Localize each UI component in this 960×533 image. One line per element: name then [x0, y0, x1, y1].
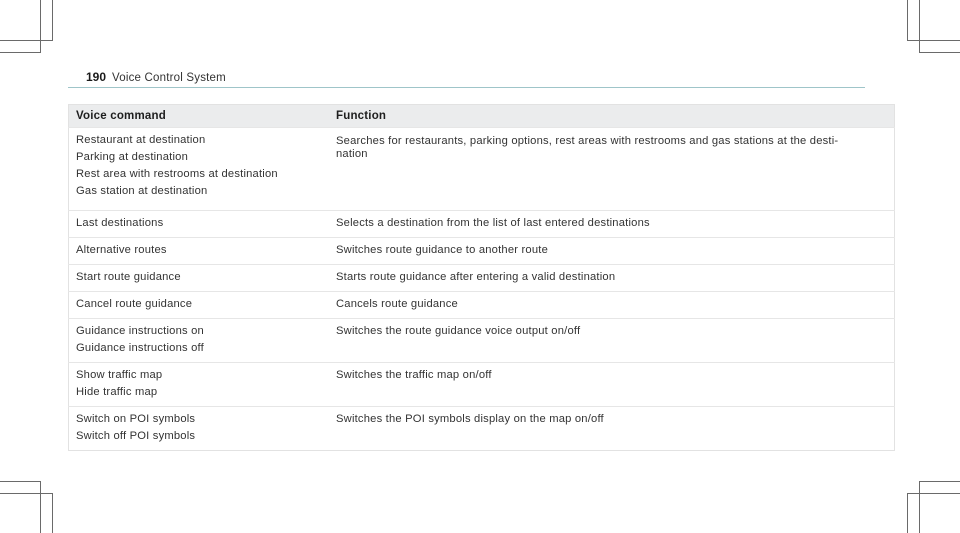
function-cell — [329, 292, 895, 319]
function-description: Searches for restaurants, parking options, rest areas with restrooms and gas stations at the desti- nation — [336, 135, 839, 160]
function-cell — [329, 238, 895, 265]
table-row — [69, 292, 895, 319]
table-row — [69, 265, 895, 292]
crop-mark — [0, 493, 53, 494]
voice-command-cell — [69, 363, 330, 407]
voice-command: Guidance instructions off — [76, 342, 204, 354]
crop-mark — [907, 493, 960, 494]
crop-mark — [907, 493, 908, 533]
function-cell — [329, 363, 895, 407]
crop-mark — [907, 40, 960, 41]
column-header-voice-command: Voice command — [69, 105, 330, 128]
crop-mark — [0, 40, 53, 41]
function-description: Switches the POI symbols display on the map on/off — [336, 413, 604, 425]
voice-command: Last destinations — [76, 217, 164, 229]
crop-mark — [0, 481, 41, 482]
function-description: Switches route guidance to another route — [336, 244, 548, 256]
voice-command-cell — [69, 407, 330, 451]
table-row — [69, 363, 895, 407]
function-description: Starts route guidance after entering a valid destination — [336, 271, 616, 283]
page-number: 190 — [86, 70, 107, 84]
crop-mark — [40, 481, 41, 533]
voice-command: Parking at destination — [76, 151, 188, 163]
voice-command-cell — [69, 292, 330, 319]
table-header-row — [69, 105, 895, 128]
section-title: Voice Control System — [112, 72, 226, 84]
function-cell — [329, 211, 895, 238]
function-cell — [329, 407, 895, 451]
crop-mark — [919, 481, 960, 482]
table-row — [69, 128, 895, 211]
voice-command: Alternative routes — [76, 244, 167, 256]
function-description: Cancels route guidance — [336, 298, 458, 310]
voice-command: Rest area with restrooms at destination — [76, 168, 278, 180]
function-description: Switches the traffic map on/off — [336, 369, 492, 381]
crop-mark — [919, 0, 920, 52]
voice-command: Switch off POI symbols — [76, 430, 196, 442]
voice-command: Restaurant at destination — [76, 134, 206, 146]
crop-mark — [52, 0, 53, 40]
voice-command: Guidance instructions on — [76, 325, 204, 337]
table-row — [69, 319, 895, 363]
table-row — [69, 238, 895, 265]
voice-command-table — [68, 104, 895, 451]
voice-command-cell — [69, 265, 330, 292]
table-row — [69, 211, 895, 238]
function-cell — [329, 319, 895, 363]
voice-command: Switch on POI symbols — [76, 413, 196, 425]
crop-mark — [919, 52, 960, 53]
function-cell — [329, 128, 895, 211]
voice-command-cell — [69, 319, 330, 363]
voice-command: Show traffic map — [76, 369, 163, 381]
voice-command: Cancel route guidance — [76, 298, 193, 310]
column-header-function: Function — [329, 105, 895, 128]
voice-command-cell — [69, 128, 330, 211]
crop-mark — [907, 0, 908, 40]
crop-mark — [0, 52, 41, 53]
function-description: Selects a destination from the list of last entered destinations — [336, 217, 650, 229]
voice-command: Start route guidance — [76, 271, 181, 283]
voice-command-cell — [69, 211, 330, 238]
crop-mark — [919, 481, 920, 533]
voice-command: Gas station at destination — [76, 185, 208, 197]
function-description: Switches the route guidance voice output on/off — [336, 325, 581, 337]
voice-command: Hide traffic map — [76, 386, 158, 398]
crop-mark — [40, 0, 41, 52]
table-row — [69, 407, 895, 451]
voice-command-cell — [69, 238, 330, 265]
page-header — [68, 70, 865, 88]
function-cell — [329, 265, 895, 292]
crop-mark — [52, 493, 53, 533]
